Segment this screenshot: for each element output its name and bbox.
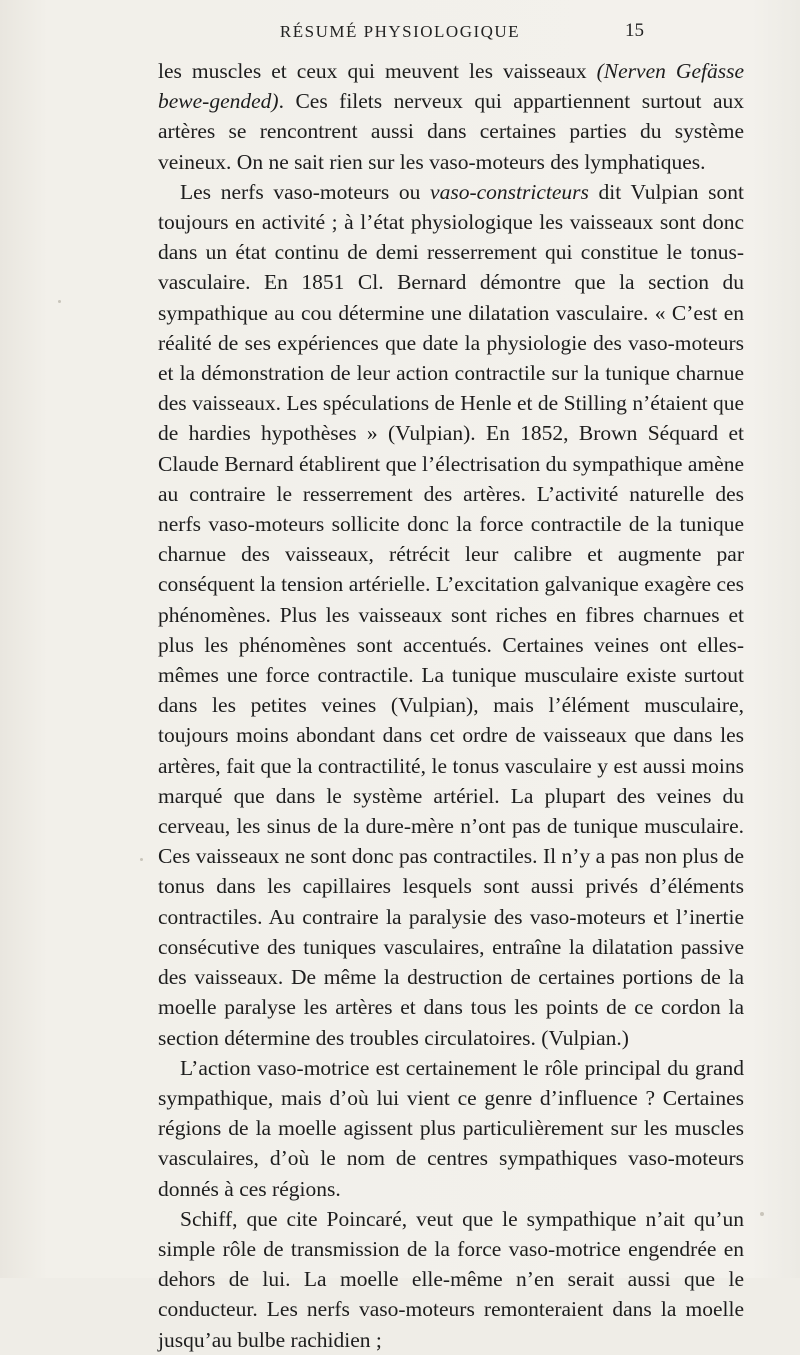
page-header (0, 22, 800, 52)
body-text (158, 56, 744, 1355)
paper-speck (760, 1212, 764, 1216)
paragraph-text: . Ces filets nerveux qui appartiennent surtout aux artères se rencontrent aussi dans certaines parties du système veineux. On ne sait rien sur les vaso-moteurs des lymphatiques. (158, 89, 744, 174)
running-title: RÉSUMÉ PHYSIOLOGIQUE (279, 22, 521, 41)
paragraph-text: dit Vulpian sont toujours en activité ; à l’état physiologique les vaisseaux sont donc dans un état continu de demi resserrement qui constitue le tonus-vasculaire. En 1851 Cl. Bernard démontre que la section du sympathique au cou détermine une dilatation vasculaire. « C’est en réalité de ses expériences que date la physiologie des vaso-moteurs et la démonstration de leur action contractile sur la tunique charnue des vaisseaux. Les spéculations de Henle et de Stilling n’étaient que de hardies hypothèses » (Vulpian). En 1852, Brown Séquard et Claude Bernard établirent que l’électrisation du sympathique amène au contraire le resserrement des artères. L’activité naturelle des nerfs vaso-moteurs sollicite donc la force contractile de la tunique charnue des vaisseaux, rétrécit leur calibre et augmente par conséquent la tension artérielle. L’excitation galvanique exagère ces phénomènes. Plus les vaisseaux sont riches en fibres charnues et plus les phénomènes sont accentués. Certaines veines ont elles-mêmes une force contractile. La tunique musculaire existe surtout dans les petites veines (Vulpian), mais l’élément musculaire, toujours moins abondant dans cet ordre de vaisseaux que dans les artères, fait que la contractilité, le tonus vasculaire y est aussi moins marqué que dans le système artériel. La plupart des veines du cerveau, les sinus de la dure-mère n’ont pas de tunique musculaire. Ces vaisseaux ne sont donc pas contractiles. Il n’y a pas non plus de tonus dans les capillaires lesquels sont aussi privés d’éléments contractiles. Au contraire la paralysie des vaso-moteurs et l’inertie consécutive des tuniques vasculaires, entraîne la dilatation passive des vaisseaux. De même la destruction de certaines portions de la moelle paralyse les artères et dans tous les points de ce cordon la section détermine des troubles circulatoires. (Vulpian.) (158, 179, 745, 1050)
german-term: (Nerven Gefässe bewe-gended) (158, 59, 744, 114)
paragraph-text: les muscles et ceux qui meuvent les vaisseaux (158, 59, 597, 83)
paragraph-action-vaso-motrice (158, 1053, 744, 1204)
page-number: 15 (625, 20, 644, 41)
paper-speck (140, 858, 143, 861)
paragraph-text: Schiff, que cite Poincaré, veut que le sympathique n’ait qu’un simple rôle de transmission de la force vaso-motrice engendrée en dehors de lui. La moelle elle-même n’en serait aussi que le conducteur. Les nerfs vaso-moteurs remonteraient dans la moelle jusqu’au bulbe rachidien ; (158, 1206, 744, 1352)
paragraph-vaso-moteurs (158, 177, 744, 1053)
paragraph-schiff (158, 1204, 744, 1355)
paragraph-text: Les nerfs vaso-moteurs ou (180, 179, 431, 204)
paper-speck (58, 300, 61, 303)
paragraph-text: L’action vaso-motrice est certainement le rôle principal du grand sympathique, mais d’où lui vient ce genre d’influence ? Certaines régions de la moelle agissent plus particulièrement sur les muscles vasculaires, d’où le nom de centres sympathiques vaso-moteurs donnés à ces régions. (158, 1055, 744, 1201)
paragraph-continuation (158, 56, 744, 177)
italic-term: vaso-constricteurs (430, 179, 589, 204)
